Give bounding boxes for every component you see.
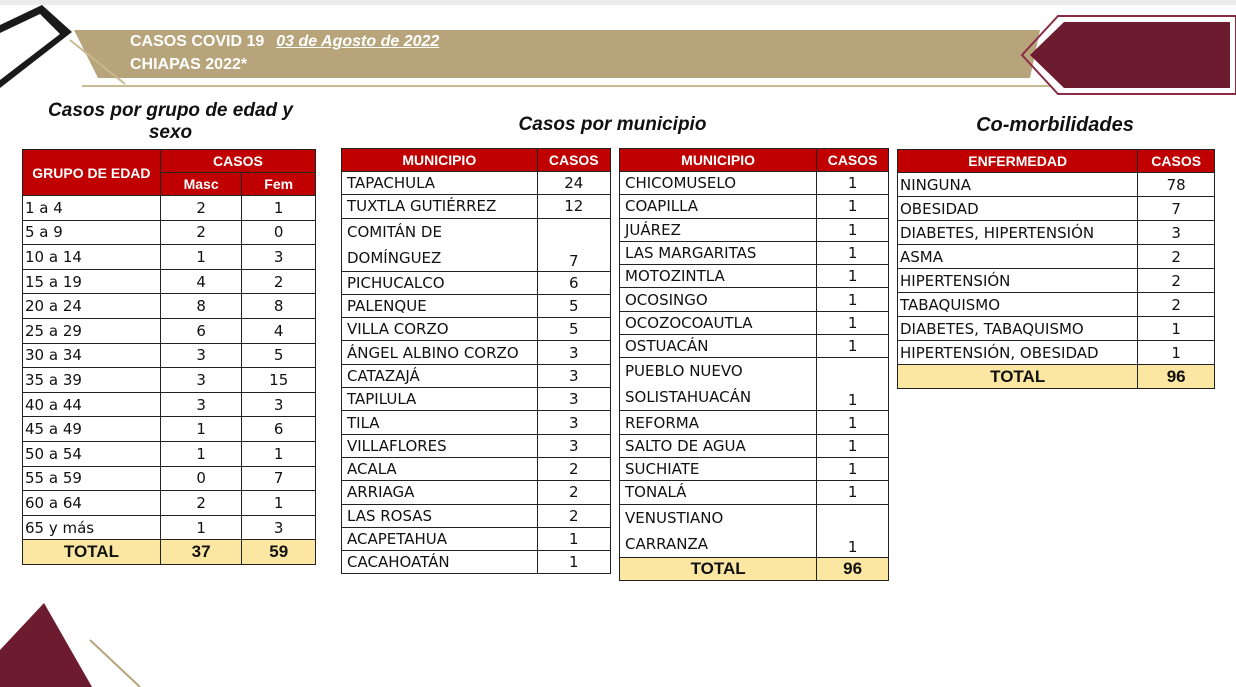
header-municipio: MUNICIPIO <box>342 149 538 172</box>
municipio-cell: TAPACHULA <box>342 172 538 195</box>
casos-cell: 1 <box>817 411 889 434</box>
casos-cell: 1 <box>817 218 889 241</box>
casos-cell: 2 <box>537 481 610 504</box>
fem-cell: 3 <box>242 515 316 540</box>
casos-cell: 1 <box>537 551 610 574</box>
fem-cell: 6 <box>242 417 316 442</box>
enfermedad-cell: HIPERTENSIÓN <box>898 269 1138 293</box>
grupo-cell: 40 a 44 <box>23 392 161 417</box>
municipio-cell: OSTUACÁN <box>620 335 817 358</box>
section-title-municipio: Casos por municipio <box>518 114 707 135</box>
table-row <box>23 220 316 245</box>
grupo-cell: 25 a 29 <box>23 318 161 343</box>
table-row <box>342 218 611 271</box>
grupo-cell: 1 a 4 <box>23 196 161 221</box>
table-row <box>342 341 611 364</box>
municipio-cell: REFORMA <box>620 411 817 434</box>
casos-cell: 24 <box>537 172 610 195</box>
casos-cell: 1 <box>817 434 889 457</box>
municipio-cell: VILLA CORZO <box>342 318 538 341</box>
table-row <box>620 434 889 457</box>
casos-cell: 5 <box>537 294 610 317</box>
fem-cell: 3 <box>242 392 316 417</box>
table-row <box>342 364 611 387</box>
municipio-cell: PICHUCALCO <box>342 271 538 294</box>
total-label: TOTAL <box>898 365 1138 389</box>
enfermedad-cell: NINGUNA <box>898 173 1138 197</box>
masc-cell: 1 <box>160 417 242 442</box>
municipio-cell <box>620 358 817 411</box>
table-row <box>342 271 611 294</box>
table-comorbilidades <box>897 149 1215 389</box>
masc-cell: 8 <box>160 294 242 319</box>
casos-cell: 12 <box>537 195 610 218</box>
grupo-cell: 45 a 49 <box>23 417 161 442</box>
total-casos: 96 <box>1138 365 1215 389</box>
banner-subtitle: CHIAPAS 2022* <box>130 56 248 73</box>
table-row <box>23 269 316 294</box>
casos-cell: 1 <box>1138 317 1215 341</box>
municipio-line-1: PUEBLO NUEVO <box>625 362 743 381</box>
casos-cell: 1 <box>817 241 889 264</box>
casos-cell: 1 <box>817 457 889 480</box>
header-fem: Fem <box>242 173 316 196</box>
municipio-cell: OCOZOCOAUTLA <box>620 311 817 334</box>
total-row <box>23 540 316 565</box>
table-row <box>23 392 316 417</box>
municipio-cell: MOTOZINTLA <box>620 265 817 288</box>
casos-cell: 3 <box>537 388 610 411</box>
casos-cell: 3 <box>537 411 610 434</box>
masc-cell: 2 <box>160 196 242 221</box>
table-row <box>620 335 889 358</box>
header-casos: CASOS <box>537 149 610 172</box>
fem-cell: 4 <box>242 318 316 343</box>
municipio-cell: ARRIAGA <box>342 481 538 504</box>
masc-cell: 1 <box>160 245 242 270</box>
casos-cell: 2 <box>537 457 610 480</box>
municipio-cell: TUXTLA GUTIÉRREZ <box>342 195 538 218</box>
fem-cell: 1 <box>242 491 316 516</box>
table-row <box>342 504 611 527</box>
municipio-cell: CHICOMUSELO <box>620 172 817 195</box>
grupo-cell: 5 a 9 <box>23 220 161 245</box>
table-row <box>23 515 316 540</box>
municipio-cell: OCOSINGO <box>620 288 817 311</box>
casos-cell: 1 <box>817 195 889 218</box>
header-enfermedad: ENFERMEDAD <box>898 150 1138 173</box>
table-row <box>342 434 611 457</box>
table-grupo-edad <box>22 149 316 565</box>
table-row <box>342 481 611 504</box>
header-masc: Masc <box>160 173 242 196</box>
enfermedad-cell: DIABETES, TABAQUISMO <box>898 317 1138 341</box>
total-label: TOTAL <box>620 557 817 580</box>
masc-cell: 4 <box>160 269 242 294</box>
enfermedad-cell: HIPERTENSIÓN, OBESIDAD <box>898 341 1138 365</box>
casos-cell: 1 <box>817 311 889 334</box>
municipio-cell: LAS MARGARITAS <box>620 241 817 264</box>
enfermedad-cell: DIABETES, HIPERTENSIÓN <box>898 221 1138 245</box>
table-row <box>898 317 1215 341</box>
municipio-cell: PALENQUE <box>342 294 538 317</box>
corner-chevron-shape <box>0 5 72 88</box>
table-row <box>342 294 611 317</box>
masc-cell: 2 <box>160 491 242 516</box>
table-row <box>342 551 611 574</box>
table-row <box>898 221 1215 245</box>
municipio-cell: CACAHOATÁN <box>342 551 538 574</box>
casos-cell: 1 <box>817 504 889 557</box>
municipio-cell: COAPILLA <box>620 195 817 218</box>
masc-cell: 0 <box>160 466 242 491</box>
table-row <box>342 195 611 218</box>
municipio-line-1: COMITÁN DE <box>347 222 442 241</box>
casos-cell: 2 <box>537 504 610 527</box>
table-row <box>620 411 889 434</box>
table-row <box>342 388 611 411</box>
grupo-cell: 15 a 19 <box>23 269 161 294</box>
table-row <box>620 172 889 195</box>
table-row <box>342 318 611 341</box>
total-casos: 96 <box>817 557 889 580</box>
table-row <box>898 341 1215 365</box>
table-municipio-left <box>341 148 611 574</box>
table-row <box>23 294 316 319</box>
grupo-cell: 65 y más <box>23 515 161 540</box>
casos-cell: 1 <box>817 335 889 358</box>
casos-cell: 1 <box>817 481 889 504</box>
table-municipio-right <box>619 148 889 581</box>
casos-cell: 7 <box>1138 197 1215 221</box>
table-row <box>23 343 316 368</box>
fem-cell: 8 <box>242 294 316 319</box>
table-row <box>342 457 611 480</box>
casos-cell: 1 <box>817 172 889 195</box>
total-masc: 37 <box>160 540 242 565</box>
table-row <box>898 245 1215 269</box>
municipio-cell <box>342 218 538 271</box>
table-row <box>620 265 889 288</box>
casos-cell: 78 <box>1138 173 1215 197</box>
table-row <box>23 491 316 516</box>
casos-cell: 1 <box>537 527 610 550</box>
municipio-cell: SALTO DE AGUA <box>620 434 817 457</box>
municipio-cell: VILLAFLORES <box>342 434 538 457</box>
table-row <box>23 368 316 393</box>
grupo-cell: 50 a 54 <box>23 441 161 466</box>
table-row <box>23 318 316 343</box>
banner-title <box>130 33 439 51</box>
table-row <box>23 417 316 442</box>
header-casos: CASOS <box>1138 150 1215 173</box>
municipio-cell: TONALÁ <box>620 481 817 504</box>
masc-cell: 6 <box>160 318 242 343</box>
table-row <box>23 196 316 221</box>
municipio-line-2: CARRANZA <box>625 534 708 553</box>
corner-triangle-line <box>90 640 140 687</box>
table-row <box>23 441 316 466</box>
total-row <box>620 557 889 580</box>
municipio-cell: TAPILULA <box>342 388 538 411</box>
casos-cell: 1 <box>817 265 889 288</box>
table-row <box>898 173 1215 197</box>
fem-cell: 5 <box>242 343 316 368</box>
enfermedad-cell: ASMA <box>898 245 1138 269</box>
table-row <box>898 269 1215 293</box>
municipio-cell <box>620 504 817 557</box>
casos-cell: 1 <box>817 358 889 411</box>
table-row <box>620 195 889 218</box>
grupo-cell: 30 a 34 <box>23 343 161 368</box>
casos-cell: 1 <box>817 288 889 311</box>
total-label: TOTAL <box>23 540 161 565</box>
casos-cell: 2 <box>1138 245 1215 269</box>
casos-cell: 3 <box>1138 221 1215 245</box>
enfermedad-cell: TABAQUISMO <box>898 293 1138 317</box>
total-fem: 59 <box>242 540 316 565</box>
municipio-cell: LAS ROSAS <box>342 504 538 527</box>
municipio-line-2: DOMÍNGUEZ <box>347 248 442 267</box>
header-casos: CASOS <box>817 149 889 172</box>
municipio-line-2: SOLISTAHUACÁN <box>625 388 752 407</box>
casos-cell: 7 <box>537 218 610 271</box>
header-casos: CASOS <box>160 150 315 173</box>
section-title-edad: Casos por grupo de edad y sexo <box>48 100 293 143</box>
masc-cell: 1 <box>160 515 242 540</box>
table-row <box>620 457 889 480</box>
casos-cell: 3 <box>537 434 610 457</box>
total-row <box>898 365 1215 389</box>
table-row <box>898 293 1215 317</box>
fem-cell: 3 <box>242 245 316 270</box>
grupo-cell: 35 a 39 <box>23 368 161 393</box>
casos-cell: 2 <box>1138 269 1215 293</box>
enfermedad-cell: OBESIDAD <box>898 197 1138 221</box>
table-row <box>23 245 316 270</box>
fem-cell: 2 <box>242 269 316 294</box>
table-row <box>620 218 889 241</box>
table-row <box>898 197 1215 221</box>
header-municipio: MUNICIPIO <box>620 149 817 172</box>
table-row <box>620 311 889 334</box>
casos-cell: 3 <box>537 364 610 387</box>
casos-cell: 5 <box>537 318 610 341</box>
municipio-cell: CATAZAJÁ <box>342 364 538 387</box>
municipio-cell: ÁNGEL ALBINO CORZO <box>342 341 538 364</box>
banner-title-text: CASOS COVID 19 <box>130 33 265 50</box>
table-row <box>342 411 611 434</box>
banner-date: 03 de Agosto de 2022 <box>276 33 440 50</box>
masc-cell: 3 <box>160 343 242 368</box>
grupo-cell: 20 a 24 <box>23 294 161 319</box>
casos-cell: 3 <box>537 341 610 364</box>
maroon-flag-shape <box>1030 22 1230 88</box>
municipio-line-1: VENUSTIANO <box>625 508 724 527</box>
corner-triangle-shape <box>0 603 92 687</box>
casos-cell: 1 <box>1138 341 1215 365</box>
grupo-cell: 60 a 64 <box>23 491 161 516</box>
fem-cell: 0 <box>242 220 316 245</box>
header-grupo-edad: GRUPO DE EDAD <box>23 150 161 196</box>
table-row <box>620 241 889 264</box>
casos-cell: 6 <box>537 271 610 294</box>
municipio-cell: TILA <box>342 411 538 434</box>
municipio-cell: ACALA <box>342 457 538 480</box>
table-row <box>342 172 611 195</box>
masc-cell: 2 <box>160 220 242 245</box>
fem-cell: 15 <box>242 368 316 393</box>
masc-cell: 1 <box>160 441 242 466</box>
fem-cell: 7 <box>242 466 316 491</box>
municipio-cell: SUCHIATE <box>620 457 817 480</box>
table-row <box>620 481 889 504</box>
table-row <box>620 504 889 557</box>
grupo-cell: 55 a 59 <box>23 466 161 491</box>
table-row <box>620 288 889 311</box>
table-row <box>342 527 611 550</box>
fem-cell: 1 <box>242 441 316 466</box>
grupo-cell: 10 a 14 <box>23 245 161 270</box>
table-row <box>620 358 889 411</box>
fem-cell: 1 <box>242 196 316 221</box>
table-row <box>23 466 316 491</box>
municipio-cell: JUÁREZ <box>620 218 817 241</box>
casos-cell: 2 <box>1138 293 1215 317</box>
masc-cell: 3 <box>160 368 242 393</box>
section-title-comorbilidades: Co-morbilidades <box>976 114 1134 136</box>
masc-cell: 3 <box>160 392 242 417</box>
municipio-cell: ACAPETAHUA <box>342 527 538 550</box>
